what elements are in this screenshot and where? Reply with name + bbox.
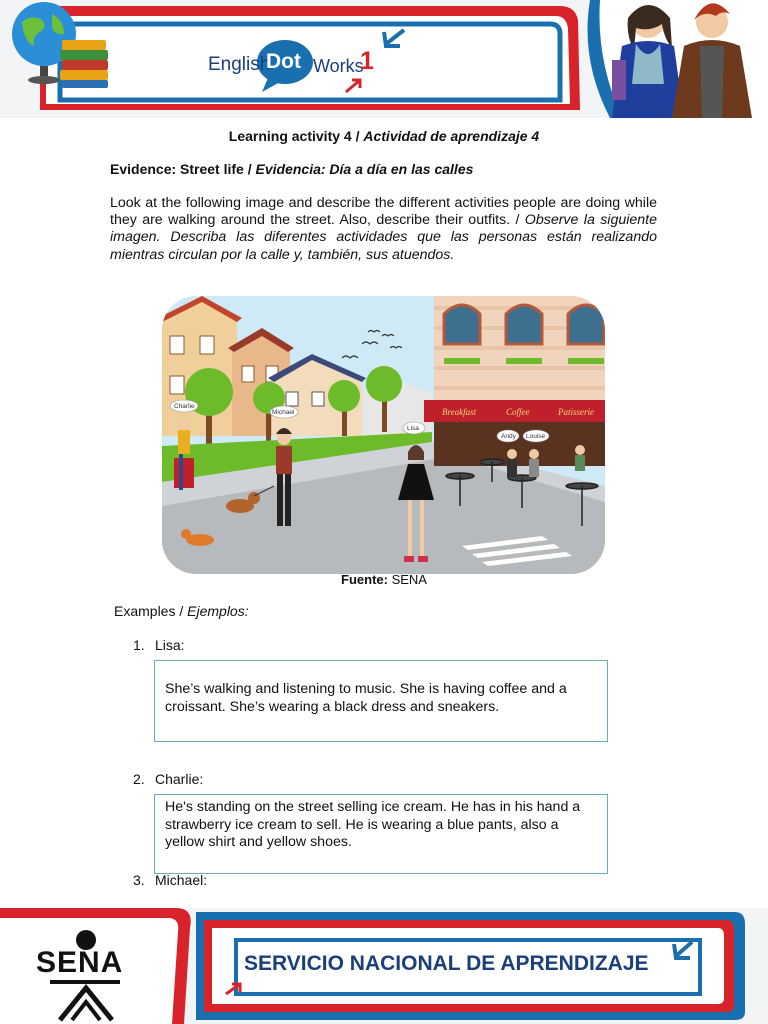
evidence-heading: Evidence: Street life / Evidencia: Día a día en las calles — [110, 161, 474, 177]
example-2-number: 2. — [133, 771, 145, 787]
header-graphic — [0, 0, 768, 118]
tag-lisa: Lisa — [407, 425, 419, 432]
page-title: Learning activity 4 / Actividad de aprendizaje 4 — [228, 128, 540, 144]
header-banner — [0, 0, 768, 118]
books-icon — [60, 40, 108, 88]
instructions-paragraph: Look at the following image and describe the different activities people are doing while they are walking around the street. Also, describe their outfits. / Observe la siguiente imagen. Describa las diferentes actividades que las personas están realizando mientras circulan por la calle y, también, sus atuendos. — [110, 195, 657, 263]
footer-banner — [0, 908, 768, 1024]
example-1-answer: She’s walking and listening to music. She is having coffee and a croissant. She’s wearing a black dress and sneakers. — [165, 681, 567, 715]
sign-breakfast: Breakfast — [442, 407, 477, 417]
brand-dot: Dot — [266, 50, 301, 73]
brand-works: Works — [313, 56, 364, 76]
tag-andy: Andy — [501, 433, 516, 440]
sign-coffee: Coffee — [506, 407, 530, 417]
tag-michael: Michael — [272, 409, 295, 416]
org-name: SERVICIO NACIONAL DE APRENDIZAJE — [244, 952, 649, 975]
example-1-name: Lisa: — [155, 637, 185, 653]
example-2-answer: He's standing on the street selling ice cream. He has in his hand a strawberry ice cream to sell. He is wearing a blue pants, also a yellow shirt and yellow shoes. — [165, 799, 581, 850]
example-3-name: Michael: — [155, 872, 208, 888]
sign-patisserie: Patisserie — [558, 407, 594, 417]
examples-heading: Examples / Ejemplos: — [114, 603, 249, 619]
example-1-answer-box — [154, 660, 608, 742]
example-2-name: Charlie: — [155, 771, 204, 787]
sena-logo-text: SENA — [36, 946, 124, 979]
brand-number: 1 — [360, 47, 374, 75]
brand-english: English — [208, 54, 271, 75]
street-scene-image — [162, 296, 605, 574]
example-3-number: 3. — [133, 872, 145, 888]
tag-charlie: Charlie — [174, 403, 195, 410]
image-source: Fuente: SENA — [341, 572, 427, 587]
tag-louise: Louise — [526, 433, 546, 440]
example-1-number: 1. — [133, 637, 145, 653]
example-2-answer-box — [154, 794, 608, 874]
